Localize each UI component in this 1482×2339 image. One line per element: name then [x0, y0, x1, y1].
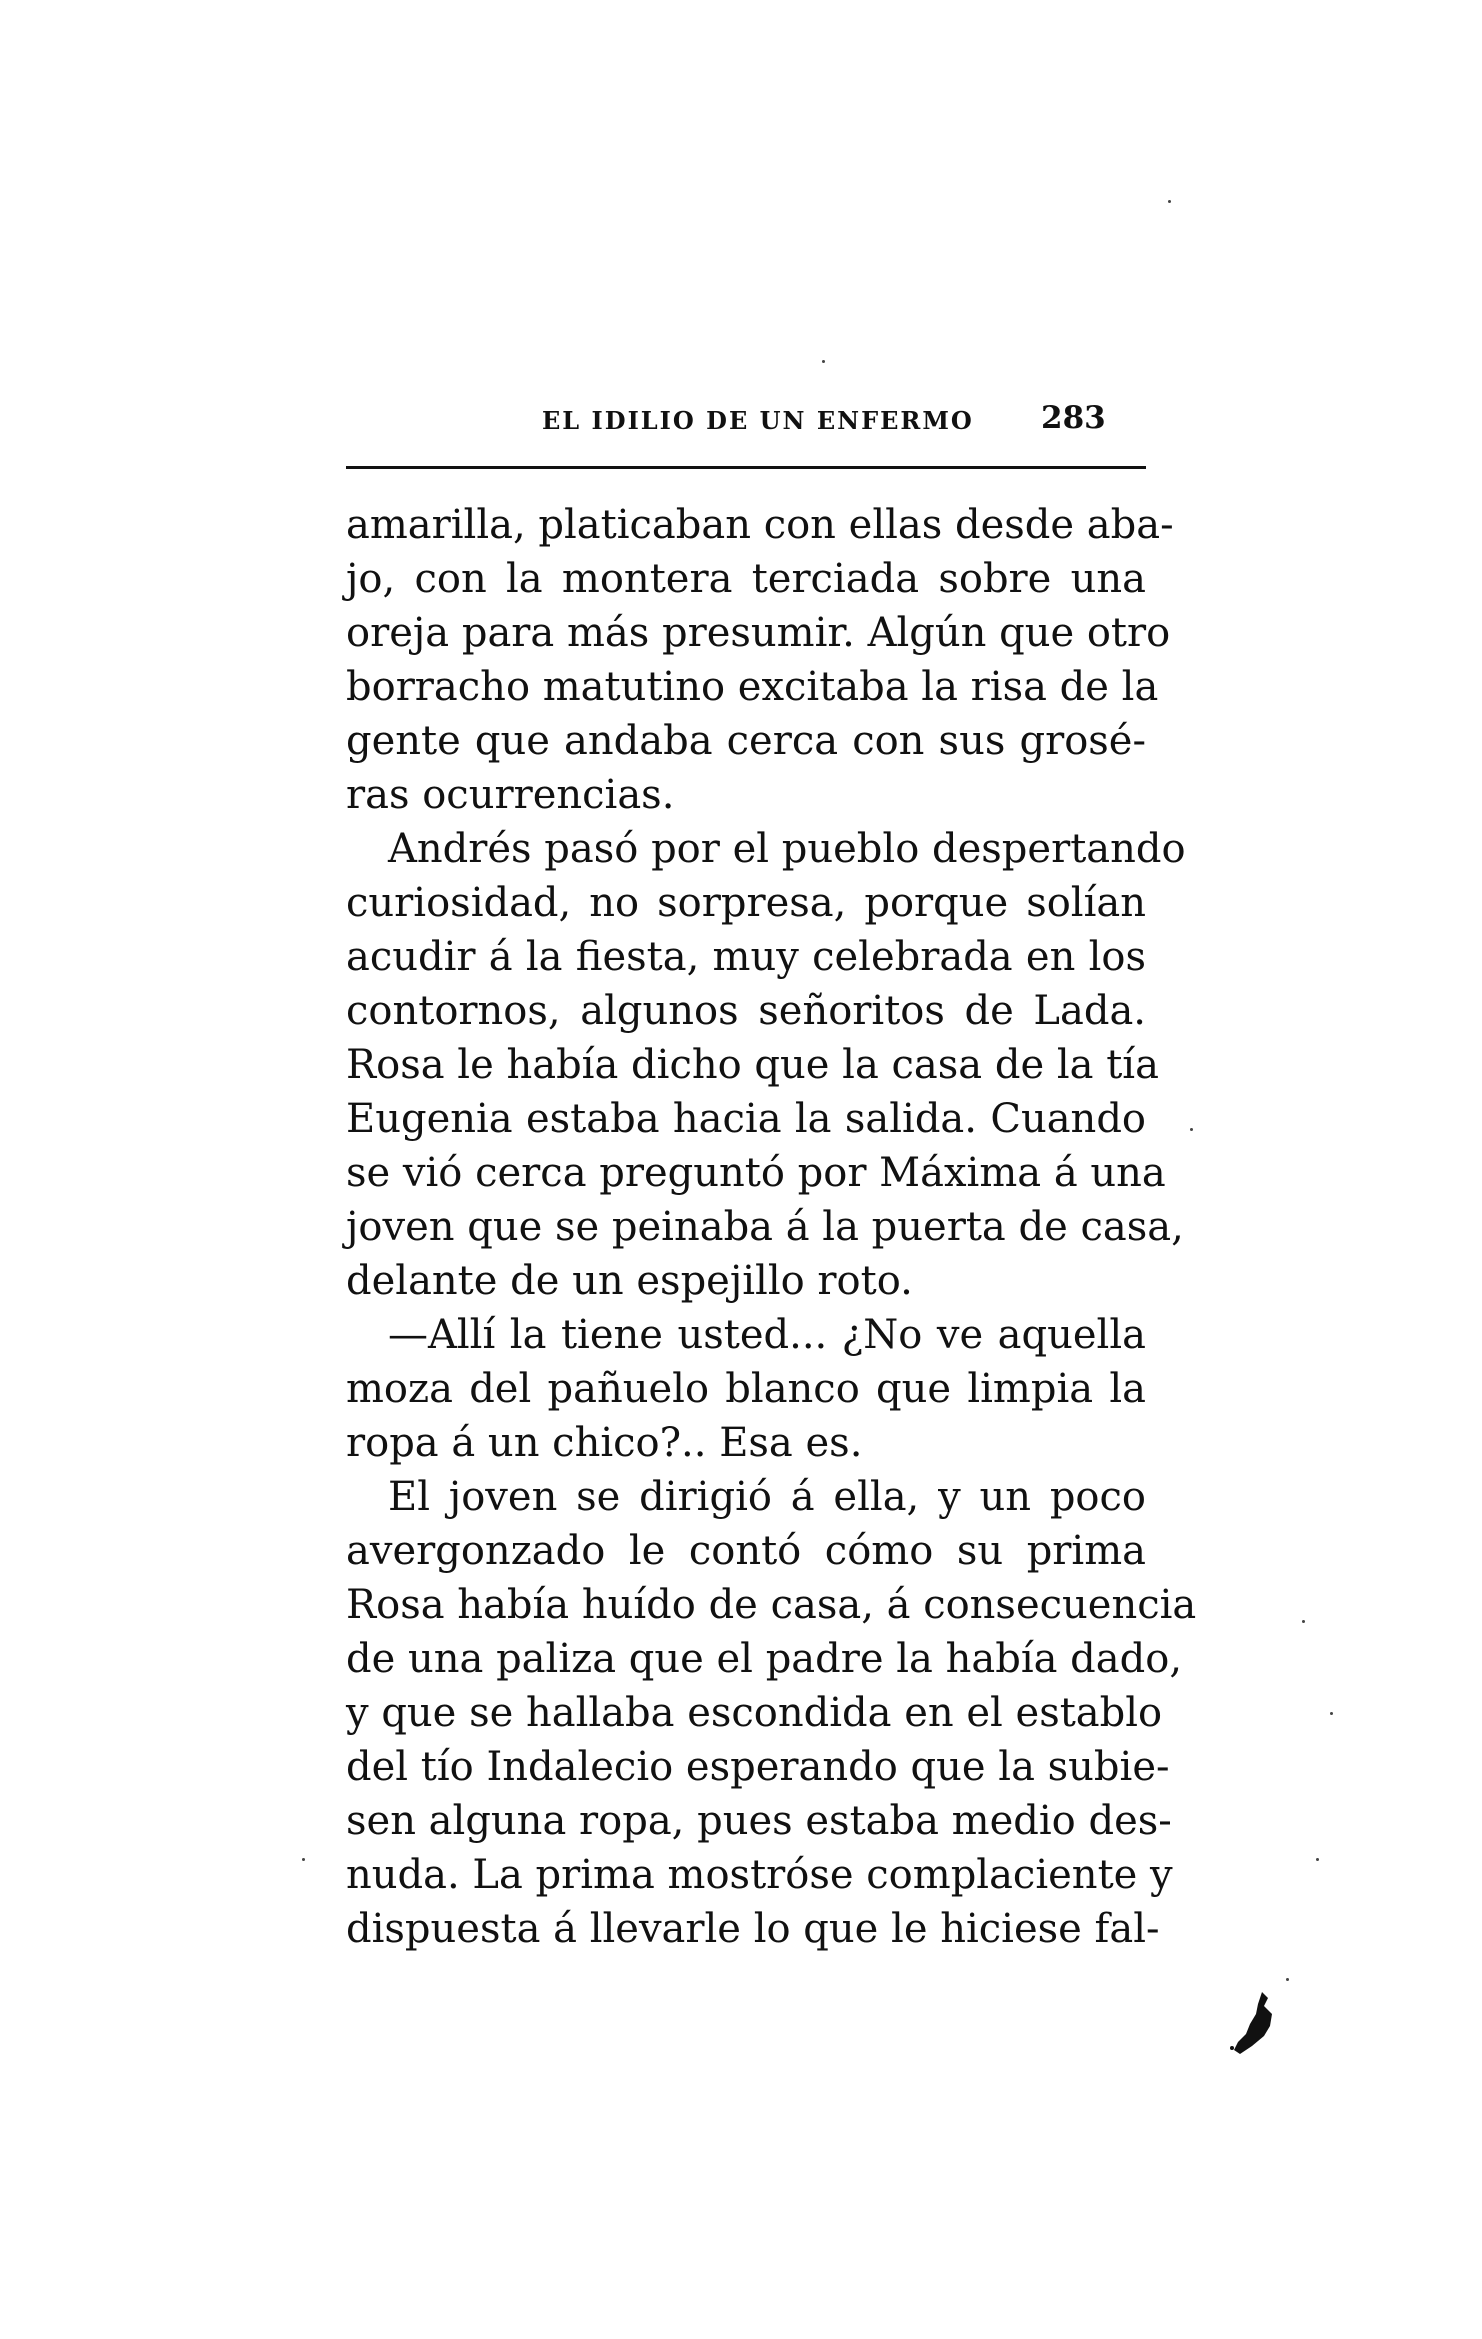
paper-speck — [1330, 1712, 1333, 1715]
text-line: gente que andaba cerca con sus grosé- — [346, 718, 1146, 764]
text-line: delante de un espejillo roto. — [346, 1258, 913, 1304]
paper-speck — [1190, 1128, 1193, 1131]
text-line: Rosa le había dicho que la casa de la tía — [346, 1042, 1159, 1088]
text-line: oreja para más presumir. Algún que otro — [346, 610, 1171, 656]
paper-speck — [1316, 1858, 1319, 1861]
text-line: del tío Indalecio esperando que la subie- — [346, 1744, 1170, 1790]
text-line: amarilla, platicaban con ellas desde aba- — [346, 502, 1174, 548]
page-number: 283 — [1041, 400, 1106, 436]
text-line: jo, con la montera terciada sobre una — [346, 556, 1146, 602]
text-line: borracho matutino excitaba la risa de la — [346, 664, 1159, 710]
text-line: joven que se peinaba á la puerta de casa, — [346, 1204, 1184, 1250]
text-line: avergonzado le contó cómo su prima — [346, 1528, 1146, 1574]
text-line: contornos, algunos señoritos de Lada. — [346, 988, 1146, 1034]
paper-speck — [1286, 1978, 1289, 1981]
header-rule — [346, 466, 1146, 469]
text-line: El joven se dirigió á ella, y un poco — [388, 1474, 1146, 1520]
paper-speck — [302, 1858, 305, 1861]
paper-speck — [1302, 1620, 1305, 1623]
text-line: Eugenia estaba hacia la salida. Cuando — [346, 1096, 1146, 1142]
ink-blot — [1228, 1988, 1288, 2058]
text-line: acudir á la fiesta, muy celebrada en los — [346, 934, 1146, 980]
body-text — [346, 498, 1197, 1956]
running-title: EL IDILIO DE UN ENFERMO — [542, 406, 974, 435]
text-line: ropa á un chico?.. Esa es. — [346, 1420, 863, 1466]
text-line: dispuesta á llevarle lo que le hiciese fal- — [346, 1906, 1160, 1952]
paper-speck — [822, 360, 825, 363]
text-line: nuda. La prima mostróse complaciente y — [346, 1852, 1173, 1898]
text-line: moza del pañuelo blanco que limpia la — [346, 1366, 1146, 1412]
paper-speck — [1168, 200, 1171, 203]
text-line: se vió cerca preguntó por Máxima á una — [346, 1150, 1166, 1196]
running-head — [346, 400, 1146, 440]
text-line: ras ocurrencias. — [346, 772, 675, 818]
text-line: Andrés pasó por el pueblo despertando — [388, 826, 1186, 872]
text-line: de una paliza que el padre la había dado, — [346, 1636, 1183, 1682]
text-line: y que se hallaba escondida en el establo — [346, 1690, 1163, 1736]
text-line: —Allí la tiene usted... ¿No ve aquella — [388, 1312, 1146, 1358]
text-line: curiosidad, no sorpresa, porque solían — [346, 880, 1146, 926]
text-line: sen alguna ropa, pues estaba medio des- — [346, 1798, 1172, 1844]
text-line: Rosa había huído de casa, á consecuencia — [346, 1582, 1197, 1628]
